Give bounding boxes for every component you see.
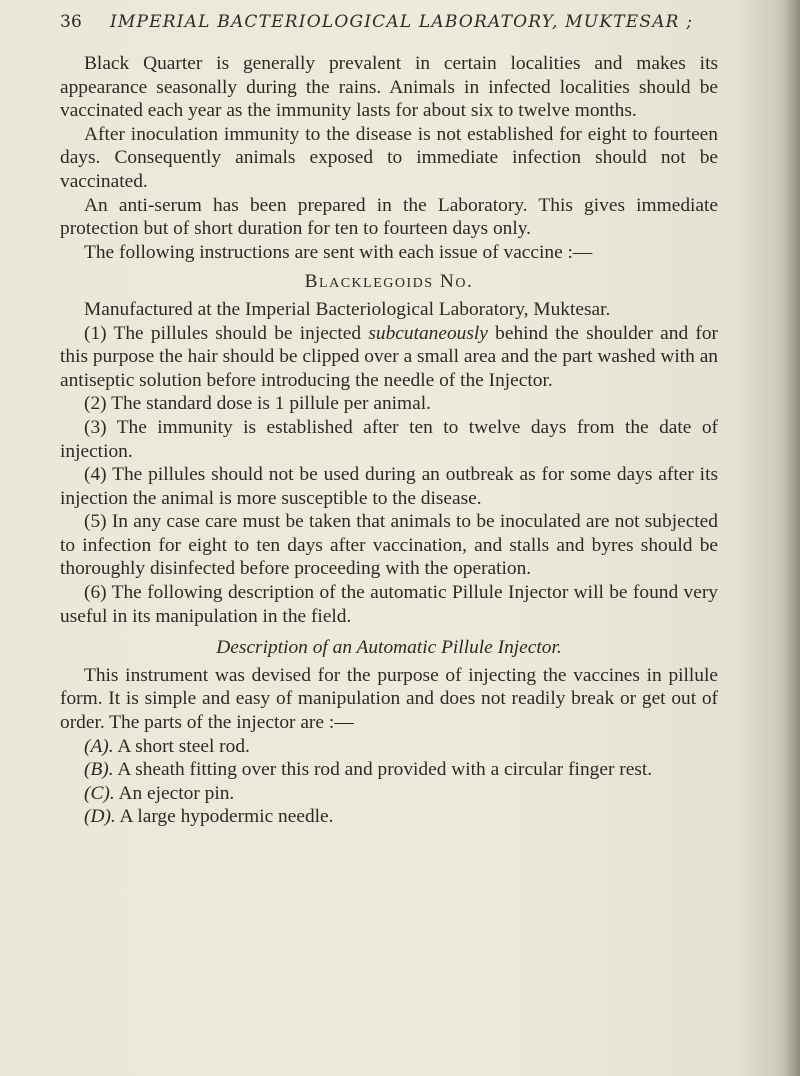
section-heading: Blacklegoids No. <box>304 271 474 293</box>
instruction-item-1: (1) The pillules should be injected subcutaneously behind the shoulder and for this purpose the hair should be clipped over a small area and the part washed with an antiseptic solution before introducing the needle of the Injector. <box>60 322 719 391</box>
running-header <box>60 12 720 38</box>
page-body <box>60 52 718 829</box>
intro-paragraph: The following instructions are sent with each issue of vaccine :— <box>84 241 593 263</box>
part-item: (D). A large hypodermic needle. <box>84 806 334 828</box>
instruction-item-5: (5) In any case care must be taken that animals to be inoculated are not subjected to infection for eight to ten days after vaccination, and stalls and byres should be thoroughly disinfected before proceeding with the operation. <box>60 511 718 580</box>
running-title: IMPERIAL BACTERIOLOGICAL LABORATORY, MUKTESAR ; <box>110 12 694 32</box>
instruction-item-4: (4) The pillules should not be used during an outbreak as for some days after its injection the animal is more susceptible to the disease. <box>60 464 718 509</box>
instruction-item-3: (3) The immunity is established after ten to twelve days from the date of injection. <box>60 416 718 462</box>
part-item: (B). A sheath fitting over this rod and provided with a circular finger rest. <box>84 759 653 781</box>
instruction-list <box>60 322 718 629</box>
intro-paragraph: An anti-serum has been prepared in the Laboratory. This gives immediate protection but of short duration for ten to fourteen days only. <box>60 194 718 240</box>
emphasis: subcutaneously <box>368 322 488 344</box>
page-number: 36 <box>60 12 83 32</box>
parts-list <box>60 735 718 829</box>
instruction-item-6: (6) The following description of the automatic Pillule Injector will be found very useful in its manipulation in the field. <box>60 582 718 627</box>
part-item: (C). An ejector pin. <box>84 782 235 804</box>
manufacturer-line: Manufactured at the Imperial Bacteriological Laboratory, Muktesar. <box>84 298 611 320</box>
part-item: (A). A short steel rod. <box>84 735 250 757</box>
description-text: This instrument was devised for the purpose of injecting the vaccines in pillule form. It is simple and easy of manipulation and does not readily break or get out of order. The parts of the injector are :— <box>60 664 718 734</box>
part-label: (A). <box>84 735 114 757</box>
description-heading: Description of an Automatic Pillule Injector. <box>216 637 562 659</box>
page-edge <box>786 0 800 1076</box>
instruction-item-2: (2) The standard dose is 1 pillule per animal. <box>84 393 431 415</box>
part-label: (D). <box>84 806 116 828</box>
intro-paragraph: After inoculation immunity to the disease is not established for eight to fourteen days. Consequently animals exposed to immediate infection should not be vaccinated. <box>60 123 718 192</box>
part-label: (B). <box>84 759 114 781</box>
intro-paragraph: Black Quarter is generally prevalent in certain localities and makes its appearance seasonally during the rains. Animals in infected localities should be vaccinated each year as the immunity lasts for about six to twelve months. <box>60 53 718 122</box>
part-label: (C). <box>84 782 115 804</box>
